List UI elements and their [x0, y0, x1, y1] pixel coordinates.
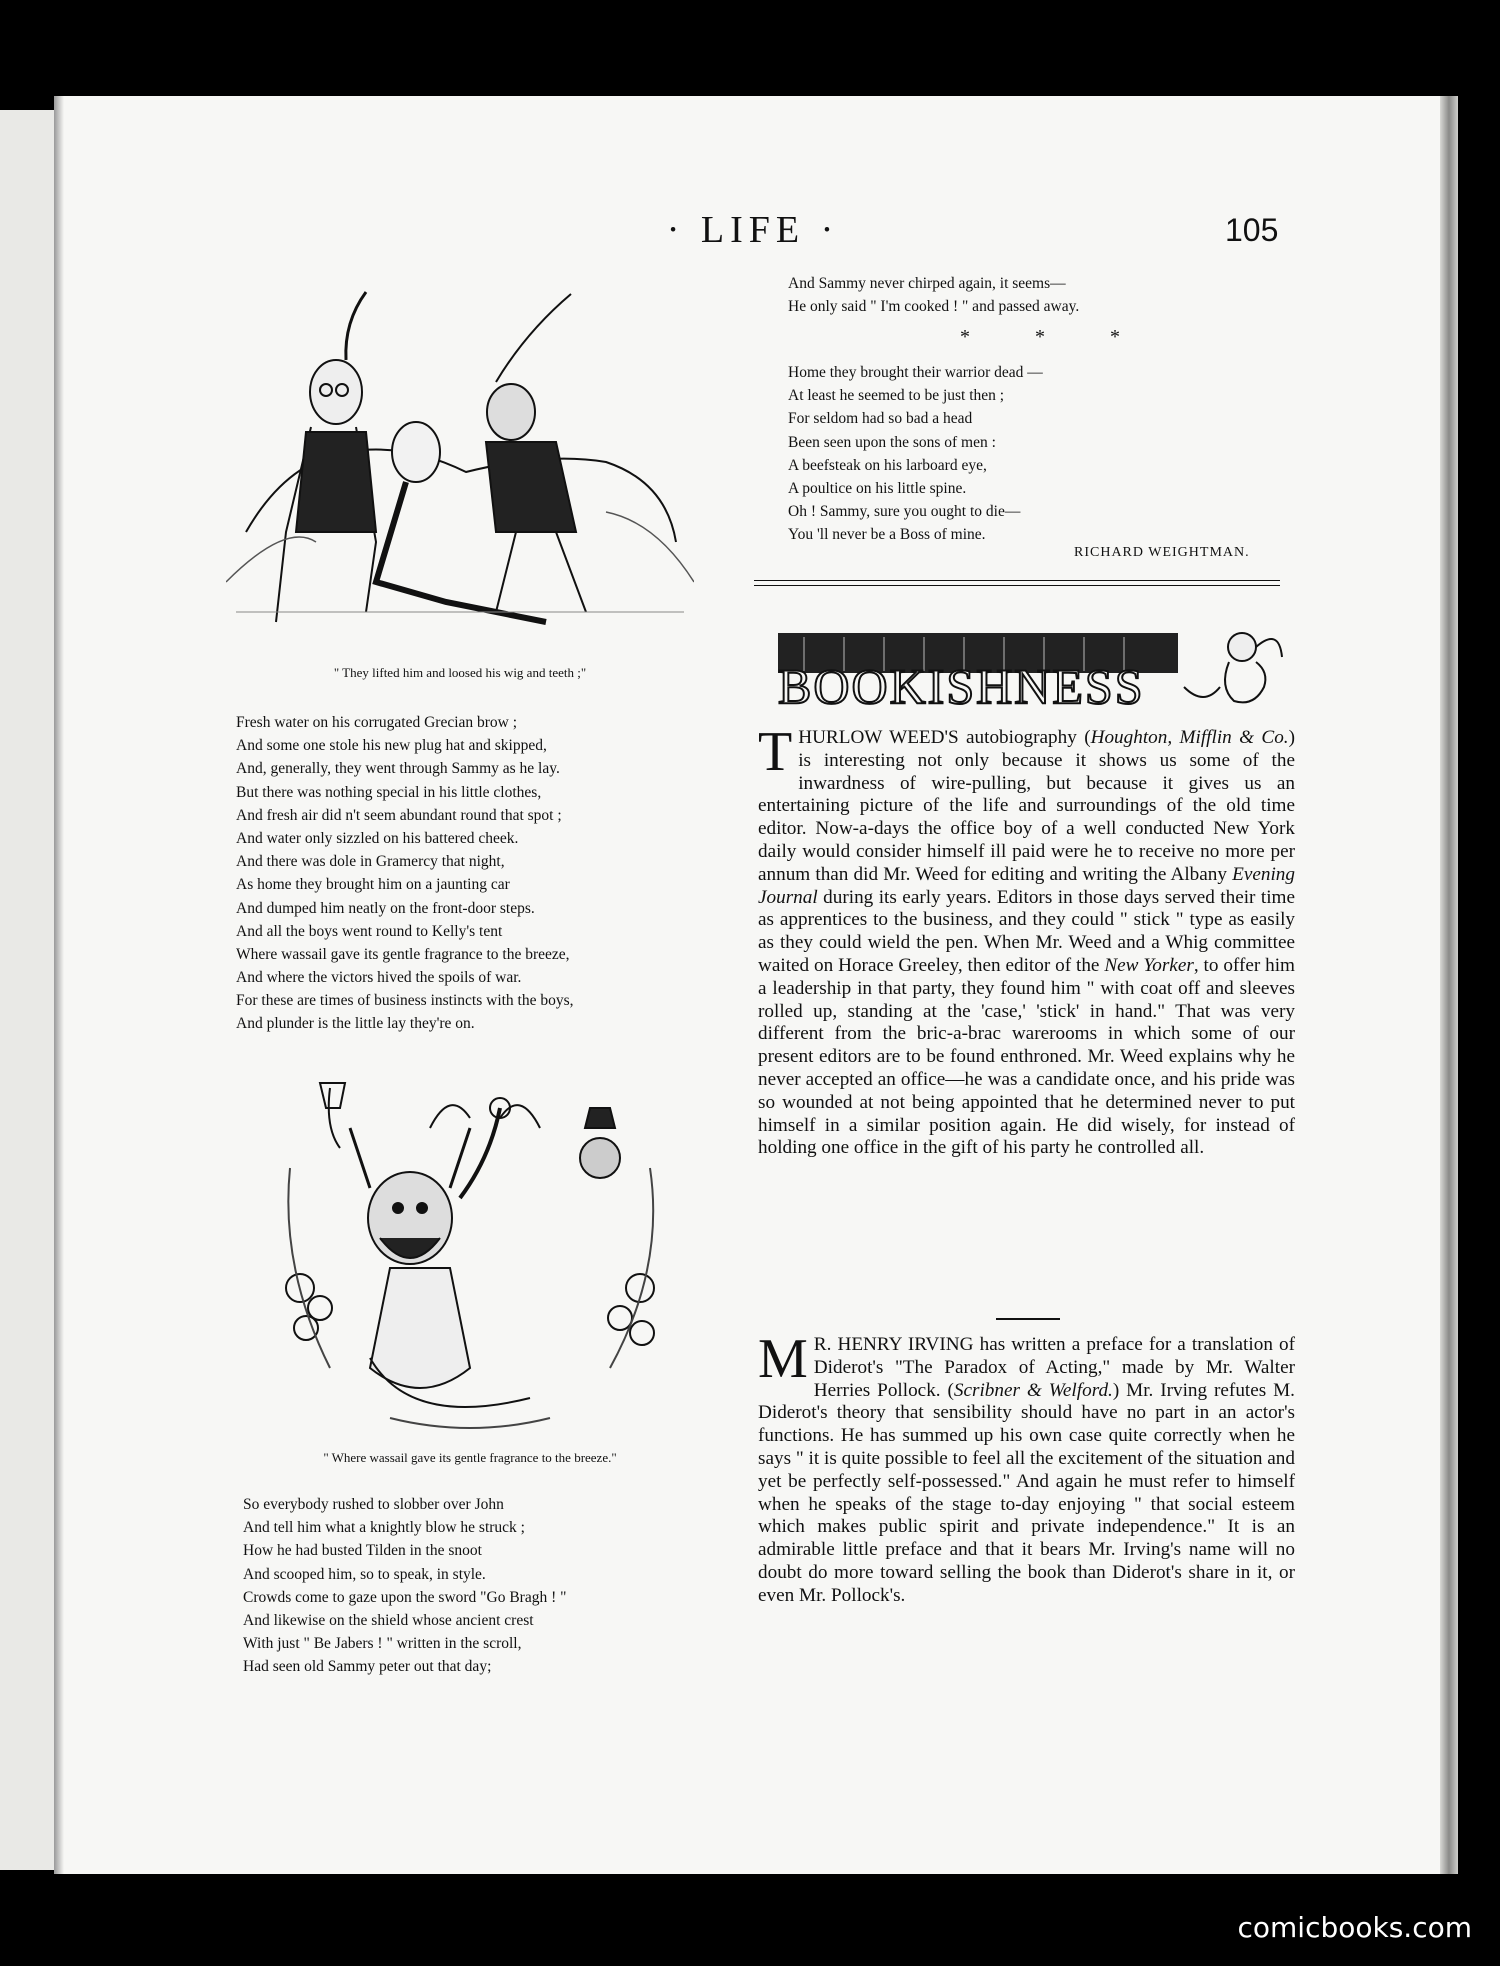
gutter-shadow [54, 96, 64, 1874]
verse-line: And where the victors hived the spoils of war. [236, 969, 522, 987]
verse-line: And water only sizzled on his battered cheek. [236, 829, 519, 847]
verse-line: A poultice on his little spine. [788, 479, 967, 497]
verse-line: And there was dole in Gramercy that night, [236, 853, 505, 871]
dropcap: M [758, 1328, 808, 1390]
verse-line: And fresh air did n't seem abundant round that spot ; [236, 806, 562, 824]
left-poem-part-2 [243, 1493, 566, 1679]
verse-line: Been seen upon the sons of men : [788, 433, 996, 451]
verse-line: Where wassail gave its gentle fragrance to the breeze, [236, 945, 570, 963]
verse-line: At least he seemed to be just then ; [788, 387, 1005, 405]
cartoon-three-men-illustration [226, 282, 694, 650]
jester-with-goblet-illustration [270, 1068, 670, 1442]
verse-line: And all the boys went round to Kelly's tent [236, 922, 503, 940]
right-poem-top [788, 272, 1079, 318]
verse-line: Had seen old Sammy peter out that day; [243, 1658, 492, 1676]
verse-line: And likewise on the shield whose ancient crest [243, 1611, 534, 1629]
newspaper-name: Evening Journal [758, 863, 1295, 908]
article-text: HURLOW WEED'S autobiography ( [798, 727, 1091, 748]
verse-line: And some one stole his new plug hat and skipped, [236, 737, 547, 755]
verse-line: And scooped him, so to speak, in style. [243, 1565, 486, 1583]
article-text: ) is interesting not only because it shows us some of the inwardness of wire-pulling, but because it gives us an entertaining picture of the life and surroundings of the old time editor. Now-a-days the office boy of a well conducted New York daily would consider himself ill paid were he to receive no more per annum than did Mr. Weed for editing and writing the Albany [758, 727, 1295, 885]
section-divider-secondary [754, 585, 1280, 586]
page-header-title: · LIFE · [666, 209, 840, 251]
page-stack-edge [1440, 96, 1458, 1874]
previous-page-edge [0, 110, 56, 1870]
right-poem-bottom [788, 361, 1043, 547]
verse-line: A beefsteak on his larboard eye, [788, 456, 987, 474]
section-divider [754, 580, 1280, 581]
publisher-name: Houghton, Mifflin & Co. [1090, 727, 1289, 748]
poem-signature: RICHARD WEIGHTMAN. [1074, 545, 1250, 560]
bottom-illustration-caption: " Where wassail gave its gentle fragrance to the breeze." [323, 1450, 617, 1465]
page-number: 105 [1225, 212, 1279, 248]
top-illustration-caption: " They lifted him and loosed his wig and teeth ;" [333, 665, 587, 680]
banner-ornament [764, 617, 1284, 715]
article-text: during its early years. Editors in those days served their time as apprentices to the business, and they could " stick " type as easily as they could wield the pen. When Mr. Weed and a Whig committee waited on Horace Greeley, then editor of the [758, 886, 1295, 976]
publisher-name: Scribner & Welford. [953, 1379, 1113, 1401]
verse-line: Crowds come to gaze upon the sword "Go Bragh ! " [243, 1588, 567, 1606]
verse-line: Oh ! Sammy, sure you ought to die— [788, 503, 1021, 521]
verse-line: And tell him what a knightly blow he struck ; [243, 1519, 525, 1537]
article-text: R. HENRY IRVING has written a preface for a translation of Diderot's "The Paradox of Acting," made by Mr. Walter Herries Pollock. ( [813, 1334, 1295, 1401]
article-separator [996, 1318, 1060, 1320]
verse-line: Fresh water on his corrugated Grecian brow ; [236, 714, 518, 731]
article-text: , to offer him a leadership in that party, they found him " with coat off and sleeves rolled up, standing at the 'case,' 'stick' in hand." That was very different from the bric-a-brac warerooms in which some of our present editors are to be found enthroned. Mr. Weed explains why he never accepted an office—he was a candidate once, and his pride was so wounded at not being appointed that he determined never to put himself in a similar position again. He did wisely, for instead of holding one office in the gift of his party he controlled all. [758, 954, 1295, 1159]
article-henry-irving [758, 1328, 1295, 1608]
verse-line: And, generally, they went through Sammy as he lay. [236, 760, 560, 778]
article-thurlow-weed [758, 721, 1295, 1160]
verse-line: You 'll never be a Boss of mine. [788, 526, 986, 544]
verse-line: But there was nothing special in his little clothes, [236, 783, 542, 801]
watermark: comicbooks.com [1237, 1911, 1472, 1944]
bookishness-banner [764, 617, 1284, 715]
verse-line: For these are times of business instincts with the boys, [236, 992, 574, 1010]
dropcap: T [758, 721, 793, 783]
banner-title: BOOKISHNESS [778, 658, 1145, 714]
verse-line: Home they brought their warrior dead — [788, 364, 1043, 381]
verse-line: As home they brought him on a jaunting car [236, 876, 510, 894]
verse-line: With just " Be Jabers ! " written in the scroll, [243, 1635, 522, 1653]
article-text: ) Mr. Irving refutes M. Diderot's theory that sensibility should have no part in an actor's functions. He has summed up his own case quite correctly when he says " it is quite possible to feel all the excitement of the situation and yet be perfectly self-possessed." And again he must refer to himself when he speaks of the stage to-day enjoying " that social esteem which makes public spirit and private independence." It is an admirable little preface and that it bears Mr. Irving's name will no doubt do more toward selling the book than Diderot's share in it, or even Mr. Pollock's. [758, 1379, 1295, 1606]
verse-line: He only said " I'm cooked ! " and passed away. [788, 298, 1080, 316]
cherub-ornament-icon [1184, 633, 1282, 702]
section-stars: * * * [960, 326, 1150, 348]
verse-line: And plunder is the little lay they're on. [236, 1015, 475, 1033]
left-poem-part-1 [236, 711, 574, 1036]
verse-line: And dumped him neatly on the front-door steps. [236, 899, 535, 917]
newspaper-name: New Yorker [1104, 954, 1194, 976]
verse-line: How he had busted Tilden in the snoot [243, 1542, 482, 1560]
verse-line: So everybody rushed to slobber over John [243, 1496, 504, 1513]
verse-line: For seldom had so bad a head [788, 410, 973, 428]
verse-line: And Sammy never chirped again, it seems— [788, 275, 1066, 292]
